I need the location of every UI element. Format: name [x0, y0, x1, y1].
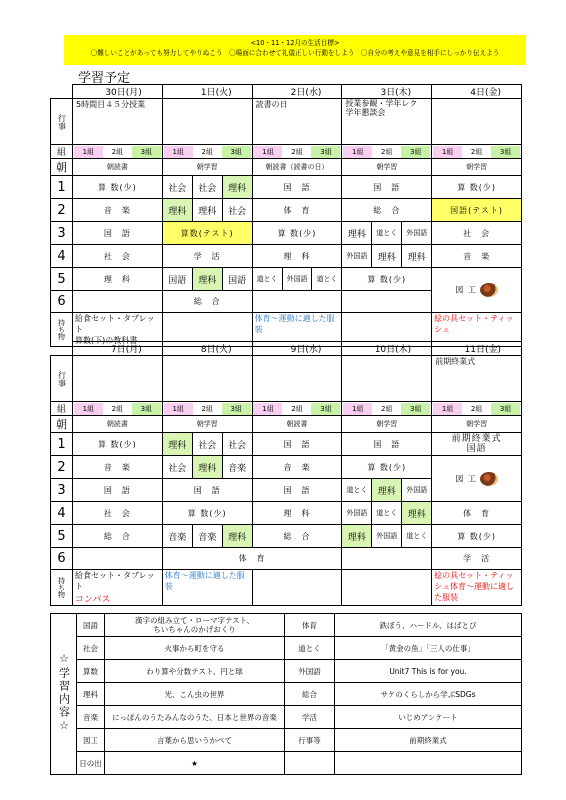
paint-palette-icon [480, 472, 498, 486]
period-2-label: 2 [51, 456, 73, 479]
subject-content: ★ [105, 752, 285, 775]
class-row [51, 402, 522, 416]
subject-cell: 社 会 [73, 245, 163, 268]
class-3: 3組 [401, 403, 430, 415]
event-cell: 前期終業式 [432, 356, 522, 402]
subject-cell: 理科 [342, 525, 372, 547]
subject-cell [252, 291, 342, 313]
subject-cell: 社会 [228, 440, 247, 451]
class-3: 3組 [401, 146, 430, 158]
event-row [51, 99, 522, 145]
subject-cell: 道とく [372, 222, 402, 244]
subject-cell: 音 楽 [73, 199, 163, 222]
subject-cell: 音楽 [163, 525, 193, 547]
morning-row [51, 159, 522, 176]
subject-cell: 理科 [193, 199, 223, 221]
subject-cell: 算 数(少) [252, 222, 342, 245]
class-3: 3組 [311, 403, 340, 415]
subject-name [285, 752, 335, 775]
date-cell: 3日(木) [342, 85, 432, 99]
subject-name: 国語 [77, 614, 105, 637]
period-row [51, 548, 522, 570]
morning-cell: 朝学習 [432, 416, 522, 433]
date-cell: 30日(月) [73, 85, 163, 99]
period-3-label: 3 [51, 479, 73, 502]
subject-cell: 外国語 [342, 502, 372, 524]
subject-cell: 国 語 [73, 479, 163, 502]
subject-cell: 総 合 [252, 525, 342, 548]
subject-cell [73, 291, 163, 313]
subject-cell: 学 活 [432, 548, 522, 570]
banner-goals: 〇難しいことがあっても努力してやりぬこう 〇場面に合わせて礼儀正しい行動をしよう 〇自分の考えや意見を相手にしっかり伝えよう [90, 49, 500, 57]
morning-row [51, 416, 522, 433]
subject-cell: 体 育 [432, 502, 522, 525]
event-cell [73, 356, 163, 402]
morning-cell: 朝学習 [432, 159, 522, 176]
period-6-label: 6 [51, 291, 73, 313]
subject-cell: 国 語 [342, 176, 432, 199]
class-cell [432, 145, 522, 159]
mochimono-cell [73, 570, 163, 606]
mochimono-cell [252, 570, 342, 606]
subject-cell: 国 語 [73, 222, 163, 245]
date-cell: 1日(火) [162, 85, 252, 99]
subject-cell: 社 会 [432, 222, 522, 245]
mochimono-text: 給食セット・タブレット [75, 571, 155, 591]
subject-cell: 道とく [406, 532, 428, 540]
event-cell [432, 99, 522, 145]
class-cell [252, 145, 342, 159]
subject-name: 音楽 [77, 706, 105, 729]
life-goals-banner [64, 35, 526, 65]
period-2-label: 2 [51, 199, 73, 222]
class-2: 2組 [282, 403, 311, 415]
class-cell [432, 402, 522, 416]
subject-cell: 算 数(少) [342, 456, 432, 479]
period-4-label: 4 [51, 245, 73, 268]
class-cell [252, 402, 342, 416]
subject-cell: 学 活 [162, 245, 252, 268]
subject-cell: 外国語 [372, 525, 402, 547]
subject-content: 火事から町を守る [105, 637, 285, 660]
class-2: 2組 [282, 146, 311, 158]
subject-cell: 音 楽 [73, 456, 163, 479]
subject-cell: 国語 [163, 268, 193, 290]
subject-content: 光、こん虫の世界 [105, 683, 285, 706]
subject-cell: 音 楽 [252, 456, 342, 479]
subject-name: 日の出 [77, 752, 105, 775]
subject-content: 鉄ぼう、ハードル、はばとび [335, 614, 522, 637]
date-cell: 4日(金) [432, 85, 522, 99]
event-cell [342, 356, 432, 402]
date-row [51, 342, 522, 356]
subject-name: 総合 [285, 683, 335, 706]
mochimono-cell [342, 570, 432, 606]
period-5-label: 5 [51, 268, 73, 291]
subject-content [335, 752, 522, 775]
mochimono-cell: 体育～運動に適した服装 [252, 313, 342, 347]
subject-cell: 理科 [402, 502, 431, 524]
mochimono-row [51, 570, 522, 606]
event-cell: 授業参観・学年レク 学年懇談会 [342, 99, 432, 145]
subject-content: 漢字の組み立て・ローマ字テスト、 ちいちゃんのかげおくり [105, 614, 285, 637]
class-2: 2組 [462, 403, 491, 415]
class-3: 3組 [491, 403, 520, 415]
subject-cell: 前期終業式 国語 [432, 433, 522, 456]
class-cell [73, 145, 163, 159]
subject-cell: 理科 [223, 525, 252, 547]
mochimono-cell: 体育～運動に適した服装 [162, 570, 252, 606]
mochimono-red-text: コンパス [75, 595, 111, 605]
subject-cell: 理科 [193, 456, 223, 478]
class-1: 1組 [433, 403, 462, 415]
zuko-cell [432, 268, 522, 313]
morning-cell: 朝学習 [342, 416, 432, 433]
paint-palette-icon [480, 283, 498, 297]
subject-cell: 算数(テスト) [162, 222, 252, 245]
class-1: 1組 [74, 403, 103, 415]
subject-cell [342, 548, 432, 570]
class-1: 1組 [253, 146, 282, 158]
subject-content: にっぽんのうたみんなのうた、日本と世界の音楽 [105, 706, 285, 729]
class-1: 1組 [253, 403, 282, 415]
class-1: 1組 [343, 146, 372, 158]
subject-cell: 社会 [193, 433, 223, 455]
subject-cell: 算 数(少) [432, 176, 522, 199]
subject-name: 図工 [77, 729, 105, 752]
event-cell: 読書の日 [252, 99, 342, 145]
class-2: 2組 [193, 403, 222, 415]
class-cell [162, 145, 252, 159]
class-cell [162, 402, 252, 416]
subject-cell: 社会 [228, 206, 247, 217]
class-1: 1組 [433, 146, 462, 158]
subject-cell: 総 合 [73, 525, 163, 548]
date-cell: 8日(火) [162, 342, 252, 356]
content-side-label [51, 614, 77, 775]
date-cell: 2日(水) [252, 85, 342, 99]
week1-table [50, 84, 522, 347]
period-3-label: 3 [51, 222, 73, 245]
subject-cell: 理科 [407, 252, 426, 263]
content-row [51, 706, 522, 729]
subject-cell [73, 548, 163, 570]
subject-cell: 算 数(少) [73, 176, 163, 199]
subject-name: 理科 [77, 683, 105, 706]
subject-cell: 理 科 [252, 502, 342, 525]
subject-cell: 理科 [372, 245, 402, 267]
subject-name: 学活 [285, 706, 335, 729]
subject-cell: 国 語 [252, 176, 342, 199]
class-2: 2組 [372, 403, 401, 415]
subject-cell: 国 語 [252, 479, 342, 502]
subject-cell [342, 291, 432, 313]
subject-cell: 理 科 [73, 268, 163, 291]
period-4-label: 4 [51, 502, 73, 525]
subject-label: 図 工 [455, 474, 477, 483]
subject-cell: 国 語 [162, 479, 252, 502]
class-cell [342, 145, 432, 159]
subject-cell: 算 数(少) [432, 525, 522, 548]
class-3: 3組 [311, 146, 340, 158]
period-5-label: 5 [51, 525, 73, 548]
period-1-label: 1 [51, 433, 73, 456]
morning-cell: 朝学習 [342, 159, 432, 176]
period-row [51, 433, 522, 456]
subject-cell: 理科 [342, 222, 372, 244]
subject-cell: 外国語 [342, 245, 372, 267]
subject-cell: 外国語 [283, 268, 313, 290]
mochimono-label: 持ち物 [51, 570, 73, 606]
subject-cell: 道とく [342, 479, 372, 501]
class-2: 2組 [462, 146, 491, 158]
subject-cell: 道とく [316, 275, 338, 283]
class-row [51, 145, 522, 159]
mochimono-cell: 給食セット・タブレット 算数(下)の教科書 [73, 313, 163, 347]
subject-content: 前期終業式 [335, 729, 522, 752]
event-row [51, 356, 522, 402]
subject-cell: 社 会 [73, 502, 163, 525]
date-cell: 7日(月) [73, 342, 163, 356]
gyoji-label: 行事 [51, 356, 73, 402]
asa-label: 朝 [51, 159, 73, 176]
subject-cell: 体 育 [252, 199, 342, 222]
subject-cell: 音楽 [228, 463, 247, 474]
event-cell: 5時間目４５分授業 [73, 99, 163, 145]
date-cell: 10日(木) [342, 342, 432, 356]
period-row [51, 525, 522, 548]
subject-content: Unit7 This is for you. [335, 660, 522, 683]
content-row [51, 683, 522, 706]
subject-cell: 理 科 [252, 245, 342, 268]
subject-cell: 音楽 [193, 525, 223, 547]
period-row [51, 245, 522, 268]
subject-cell: 総 合 [342, 199, 432, 222]
subject-cell: 理科 [193, 268, 223, 290]
content-row [51, 752, 522, 775]
period-row [51, 176, 522, 199]
content-row [51, 614, 522, 637]
subject-cell: 体 育 [162, 548, 342, 570]
class-2: 2組 [103, 403, 132, 415]
class-1: 1組 [343, 403, 372, 415]
event-cell [252, 356, 342, 402]
subject-cell: 音 楽 [432, 245, 522, 268]
subject-cell: 国 語 [342, 433, 432, 456]
period-row [51, 268, 522, 291]
subject-cell: 外国語 [406, 229, 428, 237]
mochimono-cell: 絵の具セット・ティッシュ [432, 313, 522, 347]
subject-content: 「黄金の魚」「三人の仕事」 [335, 637, 522, 660]
banner-title: <10・11・12月の生活目標> [250, 39, 340, 47]
content-row [51, 637, 522, 660]
mochimono-label: 持ち物 [51, 313, 73, 347]
subject-cell: 算 数(少) [73, 433, 163, 456]
period-row [51, 199, 522, 222]
morning-cell: 朝学習 [162, 159, 252, 176]
subject-name: 社会 [77, 637, 105, 660]
event-cell [162, 99, 252, 145]
subject-name: 道とく [285, 637, 335, 660]
subject-cell: 国語(テスト) [432, 199, 522, 222]
subject-name: 算数 [77, 660, 105, 683]
zuko-cell [432, 456, 522, 502]
subject-cell: 算 数(少) [162, 502, 252, 525]
content-row [51, 660, 522, 683]
subject-cell: 道とく [372, 502, 402, 524]
period-6-label: 6 [51, 548, 73, 570]
morning-cell: 朝読書 [252, 416, 342, 433]
class-3: 3組 [491, 146, 520, 158]
morning-cell: 朝学習 [162, 416, 252, 433]
schedule-title: 学習予定 [78, 71, 131, 86]
subject-name: 体育 [285, 614, 335, 637]
morning-cell: 朝読書 [73, 159, 163, 176]
date-row [51, 85, 522, 99]
subject-cell: 道とく [253, 268, 283, 290]
class-cell [342, 402, 432, 416]
morning-cell: 朝読書 [73, 416, 163, 433]
class-3: 3組 [132, 403, 161, 415]
subject-cell: 社会 [163, 456, 193, 478]
kumi-label: 組 [51, 145, 73, 159]
class-cell [73, 402, 163, 416]
subject-label: 図 工 [455, 285, 477, 295]
subject-cell: 外国語 [406, 486, 428, 494]
subject-content: わり算や分数テスト、円と球 [105, 660, 285, 683]
class-1: 1組 [164, 146, 193, 158]
period-1-label: 1 [51, 176, 73, 199]
subject-name: 行事等 [285, 729, 335, 752]
subject-cell: 理科 [372, 479, 402, 501]
date-cell: 9日(水) [252, 342, 342, 356]
morning-cell: 朝読書（読書の日） [252, 159, 342, 176]
subject-cell: 社会 [193, 176, 223, 198]
subject-content: サケのくらしから学ぶSDGs [335, 683, 522, 706]
week2-table [50, 341, 522, 606]
subject-content: いじめアンケート [335, 706, 522, 729]
subject-name: 外国語 [285, 660, 335, 683]
subject-cell: 理科 [163, 199, 193, 221]
class-3: 3組 [132, 146, 161, 158]
class-3: 3組 [222, 146, 251, 158]
class-1: 1組 [74, 146, 103, 158]
class-2: 2組 [193, 146, 222, 158]
side-text: ☆学習内容☆ [57, 652, 71, 734]
kumi-label: 組 [51, 402, 73, 416]
class-3: 3組 [222, 403, 251, 415]
subject-cell: 総 合 [162, 291, 252, 313]
period-row [51, 222, 522, 245]
event-cell [162, 356, 252, 402]
content-row [51, 729, 522, 752]
period-row [51, 456, 522, 479]
class-2: 2組 [103, 146, 132, 158]
subject-cell: 理科 [223, 176, 252, 198]
mochimono-cell: 絵の具セット・ティッシュ体育～運動に適した服装 [432, 570, 522, 606]
subject-cell: 社会 [163, 176, 193, 198]
date-cell: 11日(金) [432, 342, 522, 356]
gyoji-label: 行事 [51, 99, 73, 145]
subject-cell: 理科 [163, 433, 193, 455]
learning-content-table [50, 613, 522, 775]
asa-label: 朝 [51, 416, 73, 433]
class-1: 1組 [164, 403, 193, 415]
subject-cell: 国 語 [252, 433, 342, 456]
period-row [51, 502, 522, 525]
subject-cell: 算 数(少) [342, 268, 432, 291]
subject-content: 言葉から思いうかべて [105, 729, 285, 752]
class-2: 2組 [372, 146, 401, 158]
subject-cell: 国語 [228, 275, 247, 286]
